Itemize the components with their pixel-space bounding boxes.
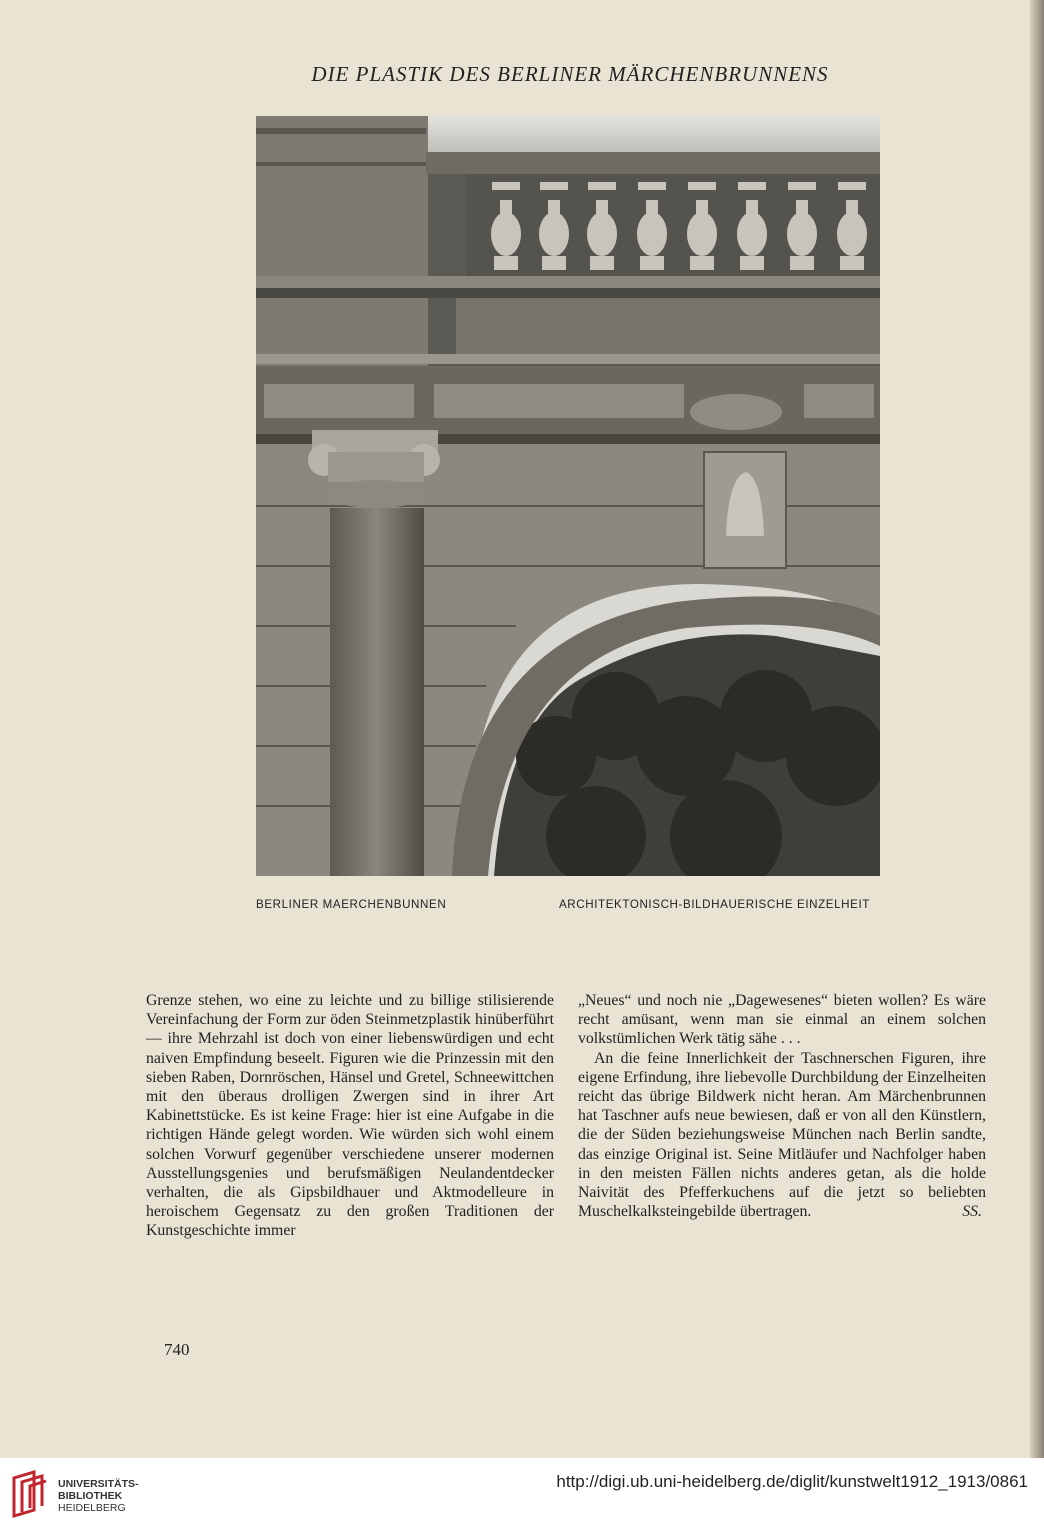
paragraph: [578, 1049, 986, 1222]
page-number: 740: [164, 1340, 190, 1359]
footer-bar: [0, 1458, 1044, 1537]
paragraph: Grenze stehen, wo eine zu leichte und zu billige stilisierende Vereinfachung der Form zur öden Steinmetzplastik hinüberführt — ihre Mehrzahl ist doch von einer liebenswürdigen und echt naiven Empfindung beseelt. Figuren wie die Prinzessin mit den sieben Raben, Dornröschen, Hänsel und Gretel, Schneewittchen mit den überaus drolligen Zwergen sind in ihrer Art Kabinettstücke. Es ist keine Frage: hier ist eine Aufgabe in die richtigen Hände gelegt worden. Wie würden sich wohl einem solchen Vorwurf gegenüber verschiedene unserer modernen Ausstellungsgenies und berufsmäßigen Neulandentdecker verhalten, die als Gipsbildhauer und Aktmodelleure in heroischem Gegensatz zu den großen Traditionen der Kunstgeschichte immer: [146, 992, 554, 1240]
paragraph: „Neues“ und noch nie „Dagewesenes“ bieten wollen? Es wäre recht amüsant, wenn man sie einmal an einem solchen volkstümlichen Werk tätig sähe . . .: [578, 992, 986, 1048]
logo-line: UNIVERSITÄTS-: [58, 1478, 139, 1490]
library-logo-icon: [10, 1468, 48, 1520]
author-signature: SS.: [962, 1203, 982, 1221]
source-url-link[interactable]: http://digi.ub.uni-heidelberg.de/diglit/kunstwelt1912_1913/0861: [556, 1472, 1028, 1491]
caption-right: ARCHITEKTONISCH-BILDHAUERISCHE EINZELHEIT: [558, 898, 870, 911]
text-column-right: [578, 991, 986, 1221]
architectural-photo: [256, 116, 880, 876]
logo-line: HEIDELBERG: [58, 1502, 126, 1514]
running-head: DIE PLASTIK DES BERLINER MÄRCHENBRUNNENS: [311, 62, 829, 86]
caption-left: BERLINER MAERCHENBUNNEN: [256, 898, 447, 911]
library-logo-text: [58, 1478, 139, 1514]
logo-line: BIBLIOTHEK: [58, 1490, 123, 1502]
paragraph-text: An die feine Innerlichkeit der Taschnerschen Figuren, ihre eigene Erfindung, ihre liebevolle Durchbildung der Einzelheiten reicht das übrige Bildwerk nicht heran. Am Märchenbrunnen hat Taschner aufs neue bewiesen, daß er von all den Künstlern, die der Süden beziehungsweise München nach Berlin sandte, das einzige Original ist. Seine Mitläufer und Nachfolger haben in den meisten Fällen nichts anderes getan, als die holde Naivität des Pfefferkuchens auf die jetzt so beliebten Muschelkalksteingebilde übertragen.: [578, 1049, 986, 1221]
text-column-left: [146, 991, 554, 1241]
photo-caption: [256, 898, 880, 911]
page-edge-shadow: [1030, 0, 1044, 1458]
